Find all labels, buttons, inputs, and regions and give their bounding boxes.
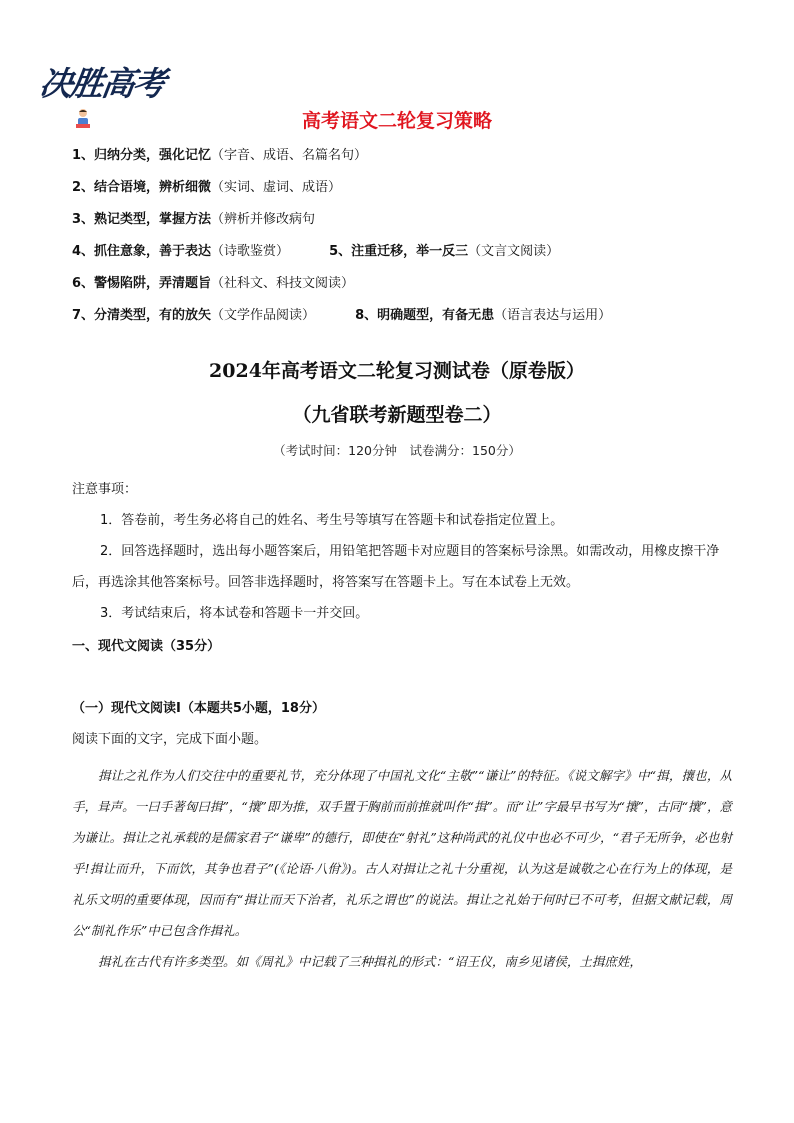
passage-paragraph: 揖让之礼作为人们交往中的重要礼节，充分体现了中国礼文化“主敬”“谦让”的特征。《说文解字》中“揖，攘也，从手，咠声。一曰手著匈曰揖”，“攘”即为推，双手置于胸前而前推就叫作“揖”。而“让”字最早书写为“攘”，古同“攘”，意为谦让。揖让之礼承载的是儒家君子“谦卑”的德行，即使在“射礼”这种尚武的礼仪中也必不可少，“君子无所争，必也射乎!揖让而升，下而饮，其争也君子”(《论语·八佾》)。古人对揖让之礼十分重视，认为这是诚敬之心在行为上的体现，是礼乐文明的重要体现，因而有“揖让而天下治者，礼乐之谓也”的说法。揖让之礼始于何时已不可考，但据文献记载，周公“制礼作乐”中已包含作揖礼。 <box>72 768 732 938</box>
strategy-list <box>72 144 752 336</box>
exam-subtitle: （九省联考新题型卷二） <box>292 404 502 426</box>
note-item: 3．考试结束后，将本试卷和答题卡一并交回。 <box>100 606 369 621</box>
strategy-point: 1、归纳分类，强化记忆 <box>72 148 212 163</box>
note-item: 2．回答选择题时，选出每小题答案后，用铅笔把答题卡对应题目的答案标号涂黑。如需改动，用橡皮擦干净后，再选涂其他答案标号。回答非选择题时，将答案写在答题卡上。写在本试卷上无效。 <box>72 544 720 590</box>
section-heading: 一、现代文阅读（35分） <box>72 639 221 654</box>
strategy-scope: （辨析并修改病句 <box>211 212 316 227</box>
note-item: 1．答卷前，考生务必将自己的姓名、考生号等填写在答题卡和试卷指定位置上。 <box>100 513 564 528</box>
strategy-scope: （诗歌鉴赏） <box>211 244 290 259</box>
notes <box>72 474 732 629</box>
strategy-row <box>72 208 752 240</box>
strategy-row <box>72 304 752 336</box>
strategy-row <box>72 176 752 208</box>
strategy-row <box>72 272 752 304</box>
strategy-scope: （文学作品阅读） <box>211 308 316 323</box>
strategy-point: 8、明确题型，有备无患 <box>355 308 495 323</box>
subsection-heading: （一）现代文阅读Ⅰ（本题共5小题，18分） <box>72 701 325 716</box>
logo-text: 决胜高考 <box>36 64 167 103</box>
passage-paragraph: 揖礼在古代有许多类型。如《周礼》中记载了三种揖礼的形式：“诏王仪，南乡见诸侯，土揖庶姓， <box>98 954 642 969</box>
strategy-point: 5、注重迁移，举一反三 <box>329 244 469 259</box>
strategy-scope: （文言文阅读） <box>468 244 560 259</box>
strategy-point: 7、分清类型，有的放矢 <box>72 308 212 323</box>
reading-passage <box>72 760 732 977</box>
strategy-point: 4、抓住意象，善于表达 <box>72 244 212 259</box>
strategy-scope: （实词、虚词、成语） <box>211 180 342 195</box>
strategy-scope: （语言表达与运用） <box>494 308 612 323</box>
notes-heading: 注意事项： <box>72 482 138 497</box>
strategy-row <box>72 144 752 176</box>
strategy-point: 6、警惕陷阱，弄清题旨 <box>72 276 212 291</box>
strategy-scope: （字音、成语、名篇名句） <box>211 148 368 163</box>
exam-meta: （考试时间：120分钟 试卷满分：150分） <box>273 443 521 458</box>
strategy-point: 2、结合语境，辨析细微 <box>72 180 212 195</box>
reading-instruction: 阅读下面的文字，完成下面小题。 <box>72 732 268 747</box>
strategy-scope: （社科文、科技文阅读） <box>211 276 355 291</box>
strategy-point: 3、熟记类型，掌握方法 <box>72 212 212 227</box>
strategy-title: 高考语文二轮复习策略 <box>301 110 492 132</box>
exam-title: 2024年高考语文二轮复习测试卷（原卷版） <box>209 360 585 382</box>
strategy-row <box>72 240 752 272</box>
